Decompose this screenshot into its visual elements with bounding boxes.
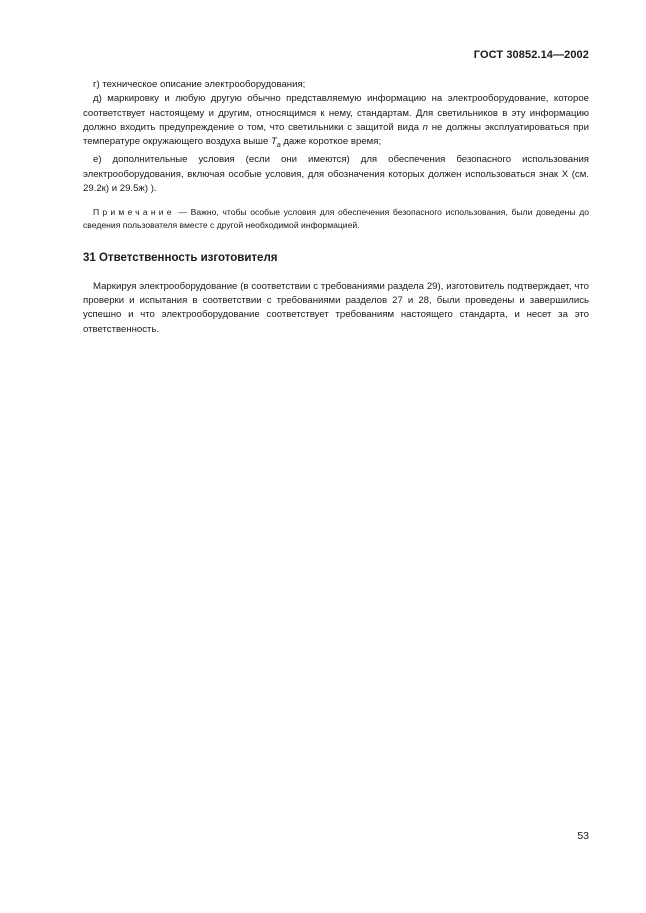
list-item-g: г) техническое описание электрооборудования; [93, 79, 306, 90]
list-item-d [83, 92, 589, 153]
list-item-e: е) дополнительные условия (если они имеются) для обеспечения безопасного использования электрооборудования, включая особые условия, для обозначения которых должен использоваться знак X (см. 29.2к) и 29.5ж) ). [83, 154, 589, 194]
document-body [83, 78, 589, 337]
note-label: Примечание [93, 207, 175, 218]
list-item-d-end: даже короткое время; [280, 136, 382, 148]
protection-type-n: n [422, 121, 428, 133]
note-text: — Важно, чтобы особые условия для обеспечения безопасного использования, были доведены до сведения пользователя вместе с другой необходимой информацией. [83, 207, 589, 230]
list-item-d-text: д) маркировку и любую другую обычно представляемую информацию на электрооборудование, которое соответствует настоящему и другим, относящимся к нему, стандартам. Для светильников в эту информацию должно входить предупреждение о том, что светильники с защитой вида [83, 93, 589, 133]
list-item-d-middle: не должны эксплуатироваться при температуре окружающего воздуха выше [83, 121, 589, 148]
section-paragraph: Маркируя электрооборудование (в соответствии с требованиями раздела 29), изготовитель подтверждает, что проверки и испытания в соответствии с требованиями разделов 27 и 28, были проведены и завершились успешно и что электрооборудование соответствует требованиям настоящего стандарта, и несет за это ответственность. [83, 280, 589, 335]
page-number: 53 [577, 830, 589, 842]
ambient-temp-symbol: $T_a$ [270, 136, 281, 150]
document-standard-code: ГОСТ 30852.14—2002 [473, 49, 589, 61]
note [83, 206, 589, 231]
section-heading: 31 Ответственность изготовителя [83, 252, 278, 265]
